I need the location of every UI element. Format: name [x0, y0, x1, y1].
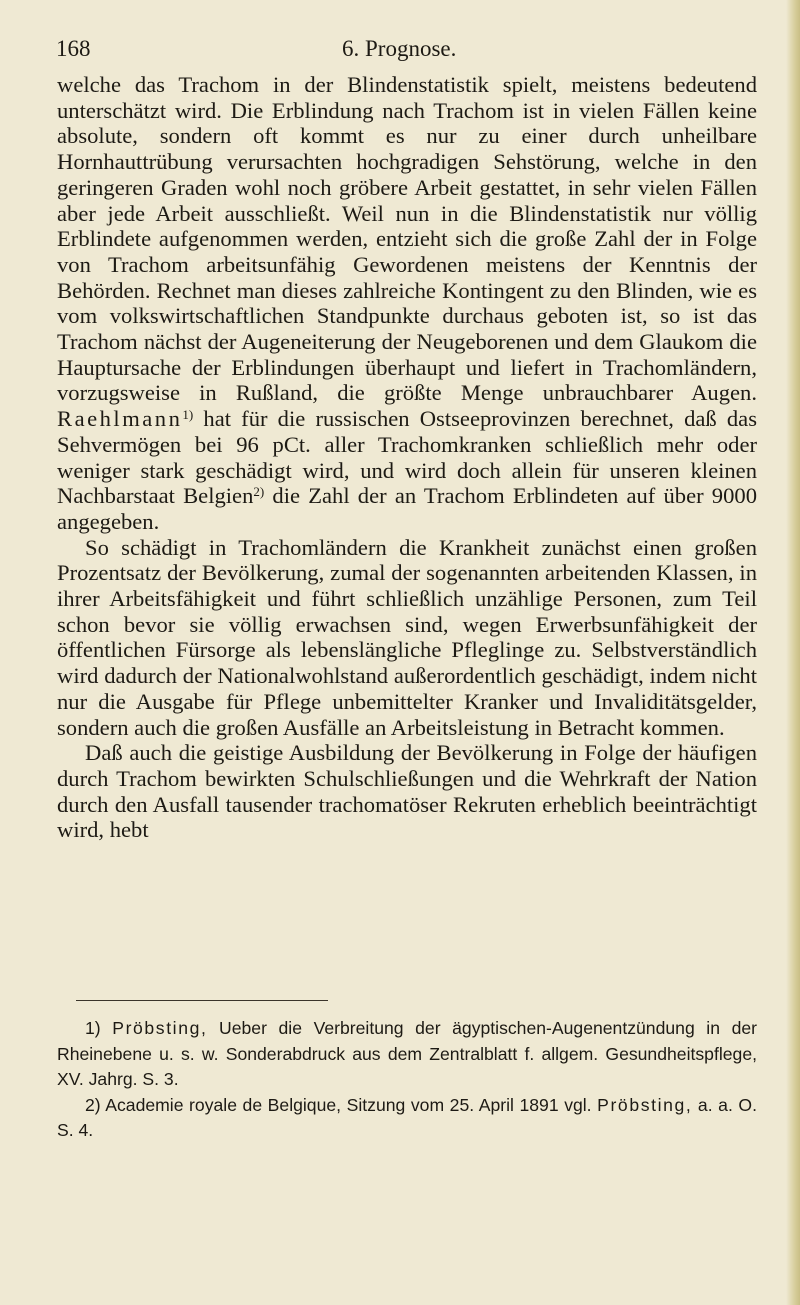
footnote-2-text: Academie royale de Belgique, Sitzung vom 25. April 1891 vgl. [100, 1094, 598, 1115]
footnote-ref-1: 1) [182, 407, 194, 423]
paragraph-1 [57, 72, 757, 535]
paragraph-1-part-1: welche das Trachom in der Blindenstatistik spielt, meistens bedeutend unterschätzt wird. Die Erblindung nach Trachom ist in vielen Fällen keine absolute, sondern oft kommt es nur zu einer durch unheilbare Hornhauttrübung verursachten hochgradigen Sehstörung, welche in den geringeren Graden wohl noch gröbere Arbeit gestattet, in sehr vielen Fällen aber jede Arbeit ausschließt. Weil nun in die Blindenstatistik nur völlig Erblindete aufgenommen werden, entzieht sich die große Zahl der in Folge von Trachom arbeitsunfähig Gewordenen meistens der Kenntnis der Behörden. Rechnet man dieses zahlreiche Kontingent zu den Blinden, wie es vom volkswirtschaftlichen Standpunkte durchaus geboten ist, so ist das Trachom nächst der Augeneiterung der Neugeborenen und dem Glaukom die Hauptursache der Erblindungen überhaupt und liefert in Trachomländern, vorzugsweise in Rußland, die größte Menge unbrauchbarer Augen. [57, 72, 757, 406]
body-text [57, 72, 757, 843]
paragraph-1-part-3: die Zahl der an Trachom Erblindeten auf über 9000 angegeben. [57, 483, 757, 534]
author-raehlmann: Raehlmann [57, 406, 183, 432]
footnote-2-author: Pröbsting, [597, 1094, 693, 1115]
paragraph-1-part-2: hat für die russischen Ostseeprovinzen berechnet, daß das Sehvermögen bei 96 pCt. aller Trachomkranken schließlich mehr oder weniger stark geschädigt wird, und wird doch allein für unseren kleinen Nachbarstaat Belgien [57, 406, 757, 509]
footnote-1-text: Ueber die Verbreitung der ägyptischen-Augenentzündung in der Rheinebene u. s. w. Sonderabdruck aus dem Zentralblatt f. allgem. Gesundheitspflege, XV. Jahrg. S. 3. [57, 1018, 757, 1090]
footnote-1-number: 1) [85, 1018, 101, 1038]
page-number: 168 [56, 36, 91, 61]
footnote-2-tail: a. a. O. S. 4. [57, 1094, 757, 1141]
paragraph-2: So schädigt in Trachomländern die Krankheit zunächst einen großen Prozentsatz der Bevölkerung, zumal der sogenannten arbeitenden Klassen, in ihrer Arbeitsfähigkeit und führt schließlich unzählige Personen, zum Teil schon bevor sie völlig erwachsen sind, wegen Erwerbsunfähigkeit der öffentlichen Fürsorge als lebenslängliche Pfleglinge zu. Selbstverständlich wird dadurch der Nationalwohlstand außerordentlich geschädigt, indem nicht nur die Ausgabe für Pflege unbemittelter Kranker und Invaliditätsgelder, sondern auch die großen Ausfälle an Arbeitsleistung in Betracht kommen. [57, 534, 757, 740]
footnotes [57, 1016, 757, 1144]
page-edge [786, 0, 800, 1305]
paragraph-3: Daß auch die geistige Ausbildung der Bevölkerung in Folge der häufigen durch Trachom bewirkten Schulschließungen und die Wehrkraft der Nation durch den Ausfall tausender trachomatöser Rekruten erheblich beeinträchtigt wird, hebt [57, 740, 757, 843]
footnote-ref-2: 2) [253, 484, 265, 500]
footnote-1 [57, 1016, 757, 1093]
running-title: 6. Prognose. [342, 36, 457, 61]
footnote-2-number: 2) [85, 1094, 101, 1115]
footnote-2 [57, 1093, 757, 1144]
footnote-1-author: Pröbsting, [112, 1018, 208, 1038]
footnote-rule [76, 1000, 328, 1001]
page-header [42, 36, 742, 66]
